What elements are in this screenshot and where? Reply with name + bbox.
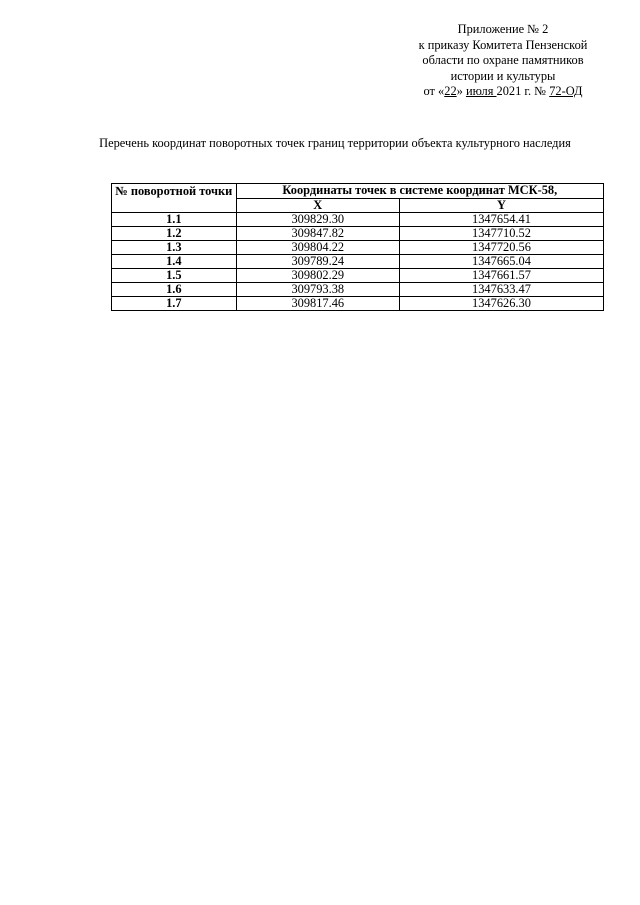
point-cell: 1.5 bbox=[112, 269, 237, 283]
point-cell: 1.2 bbox=[112, 227, 237, 241]
table-row bbox=[112, 269, 604, 283]
table-row bbox=[112, 213, 604, 227]
header-y: Y bbox=[399, 198, 603, 213]
coordinates-table bbox=[111, 183, 604, 311]
table-row bbox=[112, 241, 604, 255]
header-point-number: № поворотной точки bbox=[112, 184, 237, 213]
header-x: X bbox=[236, 198, 399, 213]
date-day: 22 bbox=[444, 84, 457, 99]
table-row bbox=[112, 297, 604, 311]
appendix-line-1: Приложение № 2 bbox=[457, 22, 549, 36]
point-cell: 1.4 bbox=[112, 255, 237, 269]
header-coordinate-system: Координаты точек в системе координат МСК-58, bbox=[236, 184, 603, 199]
appendix-line-2: к приказу Комитета Пензенской bbox=[418, 37, 588, 52]
date-mid: » bbox=[456, 84, 466, 99]
document-title: Перечень координат поворотных точек границ территории объекта культурного наследия bbox=[99, 136, 571, 150]
table-row bbox=[112, 255, 604, 269]
point-cell: 1.3 bbox=[112, 241, 237, 255]
y-cell: 1347654.41 bbox=[399, 213, 603, 227]
y-cell: 1347720.56 bbox=[399, 241, 603, 255]
y-cell: 1347661.57 bbox=[399, 269, 603, 283]
table-row bbox=[112, 283, 604, 297]
date-year: 2021 г. № bbox=[496, 84, 550, 99]
appendix-line-4: истории и культуры bbox=[450, 68, 556, 83]
y-cell: 1347633.47 bbox=[399, 283, 603, 297]
table-row bbox=[112, 227, 604, 241]
date-prefix: от « bbox=[423, 84, 445, 99]
y-cell: 1347710.52 bbox=[399, 227, 603, 241]
point-cell: 1.1 bbox=[112, 213, 237, 227]
x-cell: 309804.22 bbox=[236, 241, 399, 255]
x-cell: 309793.38 bbox=[236, 283, 399, 297]
y-cell: 1347626.30 bbox=[399, 297, 603, 311]
appendix-line-3: области по охране памятников bbox=[422, 53, 584, 68]
x-cell: 309829.30 bbox=[236, 213, 399, 227]
appendix-order-line bbox=[380, 84, 626, 100]
y-cell: 1347665.04 bbox=[399, 255, 603, 269]
x-cell: 309802.29 bbox=[236, 269, 399, 283]
point-cell: 1.7 bbox=[112, 297, 237, 311]
x-cell: 309817.46 bbox=[236, 297, 399, 311]
x-cell: 309847.82 bbox=[236, 227, 399, 241]
date-month: июля bbox=[465, 84, 497, 99]
point-cell: 1.6 bbox=[112, 283, 237, 297]
appendix-block bbox=[380, 22, 626, 100]
x-cell: 309789.24 bbox=[236, 255, 399, 269]
order-number: 72-ОД bbox=[549, 84, 583, 99]
